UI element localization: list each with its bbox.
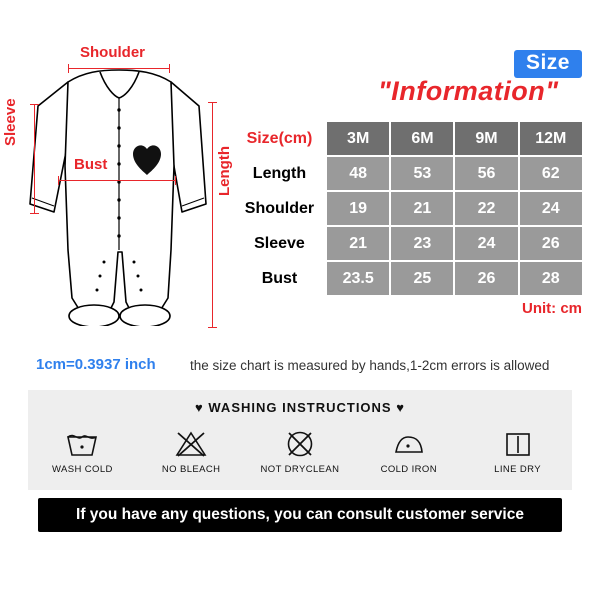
table-cell: 62 — [519, 156, 583, 191]
bust-measure-line — [58, 180, 176, 181]
table-header-row — [234, 122, 582, 156]
washing-item — [250, 426, 350, 475]
washing-item — [32, 426, 132, 475]
table-row-header: Sleeve — [234, 226, 326, 261]
garment-diagram — [2, 36, 233, 326]
washing-item — [141, 426, 241, 475]
washing-item-caption: COLD IRON — [380, 464, 437, 475]
washing-item-caption: LINE DRY — [494, 464, 541, 475]
size-table — [234, 122, 582, 295]
conversion-note — [0, 352, 600, 384]
wash-cold-icon — [32, 426, 132, 462]
sleeve-tick-bottom — [30, 213, 39, 214]
shoulder-tick-right — [169, 64, 170, 73]
table-col-header: 3M — [326, 122, 390, 156]
size-badge: Size — [514, 50, 582, 78]
customer-service-banner — [38, 498, 562, 532]
washing-item — [359, 426, 459, 475]
washing-icons-row — [28, 426, 572, 475]
washing-instructions-title: ♥ WASHING INSTRUCTIONS ♥ — [195, 400, 405, 415]
bust-tick-right — [175, 176, 176, 185]
table-col-header: 6M — [390, 122, 454, 156]
table-col-header: 12M — [519, 122, 583, 156]
table-row-header: Bust — [234, 261, 326, 295]
table-cell: 19 — [326, 191, 390, 226]
table-row — [234, 156, 582, 191]
unit-note: Unit: cm — [522, 300, 582, 317]
washing-instructions-panel — [28, 390, 572, 490]
table-corner-header: Size(cm) — [234, 122, 326, 156]
bust-label: Bust — [74, 156, 108, 173]
customer-service-text: If you have any questions, you can consult customer service — [76, 506, 524, 523]
baby-romper-illustration — [8, 36, 228, 326]
washing-item-caption: WASH COLD — [52, 464, 113, 475]
table-cell: 22 — [454, 191, 518, 226]
table-row — [234, 226, 582, 261]
table-cell: 28 — [519, 261, 583, 295]
no-bleach-icon — [141, 426, 241, 462]
length-tick-top — [208, 102, 217, 103]
conversion-note-text: the size chart is measured by hands,1-2cm errors is allowed — [190, 358, 550, 373]
table-cell: 56 — [454, 156, 518, 191]
shoulder-measure-line — [68, 68, 170, 69]
length-measure-line — [212, 102, 213, 328]
washing-item — [468, 426, 568, 475]
shoulder-label: Shoulder — [80, 44, 146, 61]
table-cell: 25 — [390, 261, 454, 295]
sleeve-tick-top — [30, 104, 39, 105]
table-row-header: Length — [234, 156, 326, 191]
table-row-header: Shoulder — [234, 191, 326, 226]
sleeve-label: Sleeve — [2, 98, 19, 146]
table-col-header: 9M — [454, 122, 518, 156]
table-row — [234, 191, 582, 226]
not-dryclean-icon — [250, 426, 350, 462]
conversion-note-strong: 1cm=0.3937 inch — [36, 356, 156, 373]
table-cell: 26 — [519, 226, 583, 261]
washing-item-caption: NOT DRYCLEAN — [260, 464, 340, 475]
line-dry-icon — [468, 426, 568, 462]
table-cell: 24 — [519, 191, 583, 226]
cold-iron-icon — [359, 426, 459, 462]
bust-tick-left — [58, 176, 59, 185]
shoulder-tick-left — [68, 64, 69, 73]
sleeve-measure-line — [34, 104, 35, 214]
table-cell: 26 — [454, 261, 518, 295]
table-cell: 21 — [326, 226, 390, 261]
washing-item-caption: NO BLEACH — [161, 464, 221, 475]
length-label: Length — [216, 146, 233, 196]
table-cell: 23.5 — [326, 261, 390, 295]
table-cell: 48 — [326, 156, 390, 191]
table-row — [234, 261, 582, 295]
length-tick-bottom — [208, 327, 217, 328]
table-cell: 53 — [390, 156, 454, 191]
table-cell: 21 — [390, 191, 454, 226]
table-cell: 23 — [390, 226, 454, 261]
information-title: "Information" — [378, 76, 559, 106]
table-cell: 24 — [454, 226, 518, 261]
